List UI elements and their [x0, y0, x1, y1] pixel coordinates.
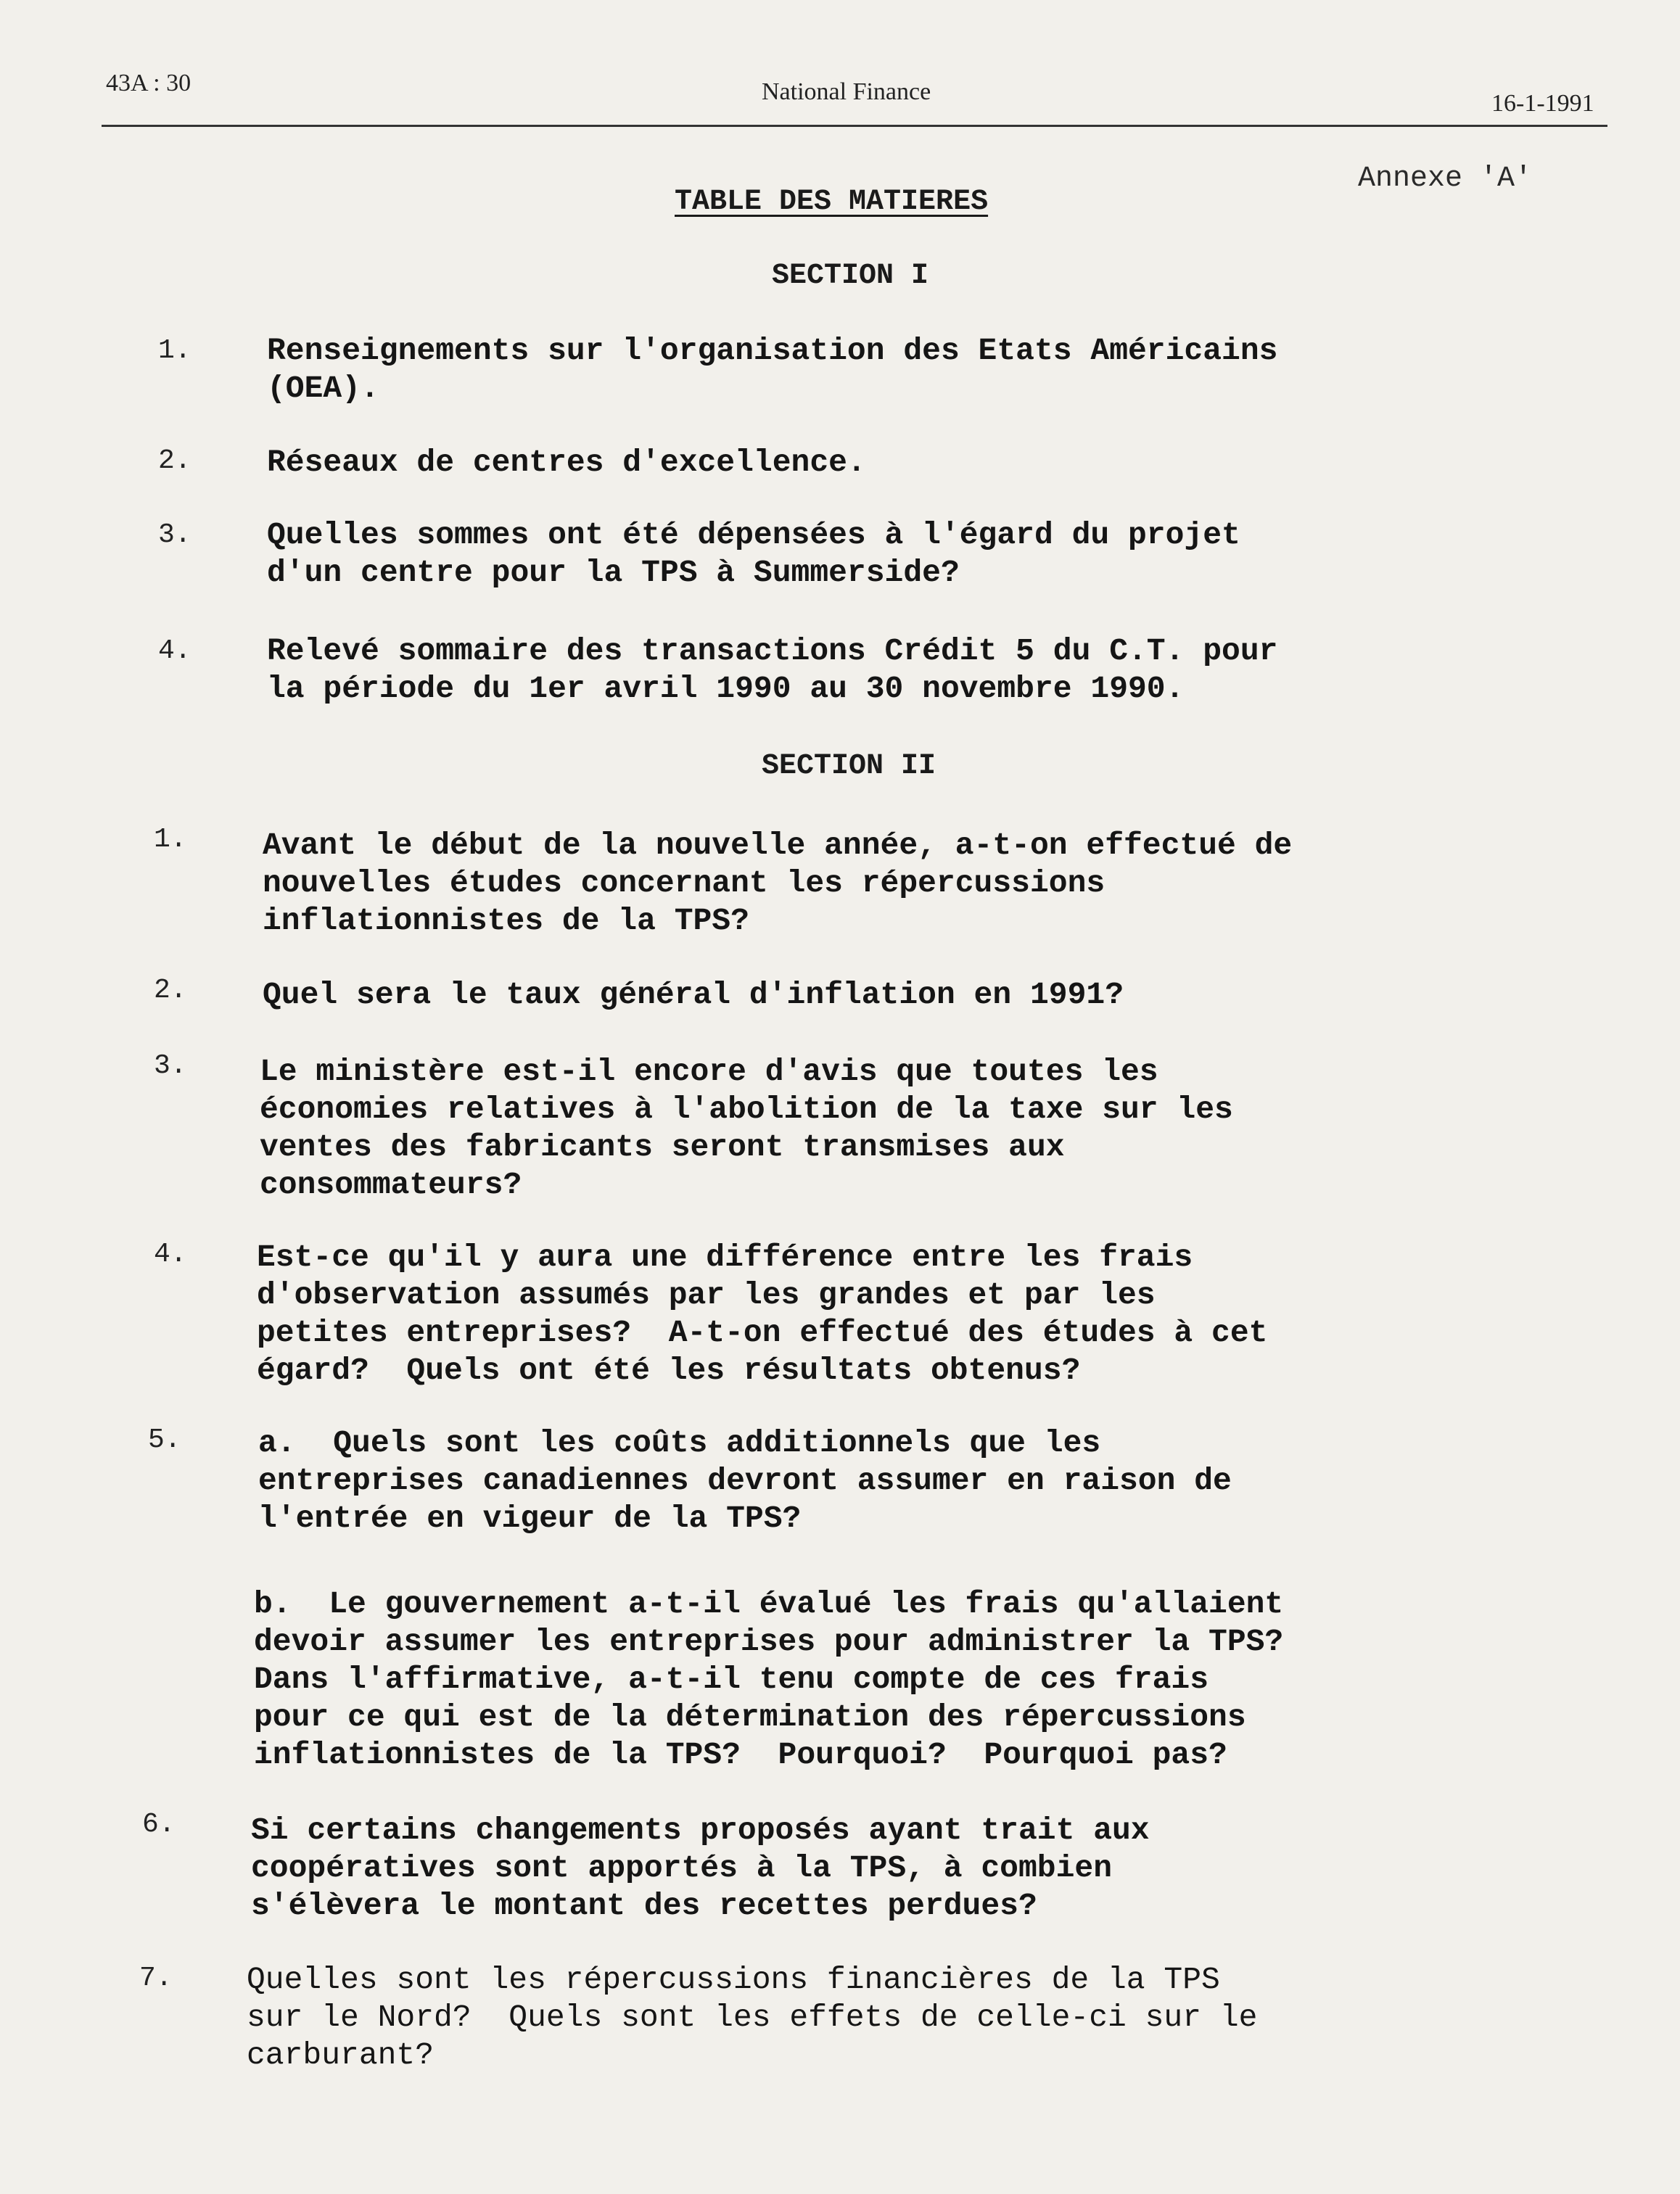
item-line: carburant? [247, 2037, 435, 2073]
running-title: National Finance [762, 78, 931, 105]
item-number: 7. [139, 1963, 173, 1994]
item-line: nouvelles études concernant les répercussions [263, 865, 1105, 901]
item-line: Quelles sommes ont été dépensées à l'égard du projet [267, 517, 1240, 553]
item-line: d'observation assumés par les grandes et par les [257, 1277, 1156, 1313]
item-line: Réseaux de centres d'excellence. [267, 445, 866, 480]
item-number: 5. [148, 1424, 181, 1456]
item-line: petites entreprises? A-t-on effectué des études à cet [257, 1315, 1268, 1350]
item-line: l'entrée en vigeur de la TPS? [258, 1501, 802, 1536]
item-line: ventes des fabricants seront transmises aux [260, 1129, 1065, 1165]
page-reference: 43A : 30 [106, 70, 192, 96]
item-line: Le ministère est-il encore d'avis que toutes les [260, 1054, 1158, 1089]
item-line: entreprises canadiennes devront assumer en raison de [258, 1463, 1232, 1498]
item-line: (OEA). [267, 371, 379, 406]
item-line: sur le Nord? Quels sont les effets de celle-ci sur le [247, 2000, 1258, 2035]
item-line: Dans l'affirmative, a-t-il tenu compte de ces frais [254, 1662, 1209, 1697]
item-line: Quel sera le taux général d'inflation en 1991? [263, 977, 1124, 1013]
header-date: 16-1-1991 [1491, 90, 1594, 117]
item-number: 3. [158, 519, 192, 550]
item-line: Renseignements sur l'organisation des Etats Américains [267, 333, 1278, 368]
item-number: 4. [154, 1239, 187, 1270]
item-number: 3. [154, 1050, 187, 1081]
section-1-heading: SECTION I [772, 260, 929, 292]
item-line: pour ce qui est de la détermination des répercussions [254, 1699, 1246, 1735]
item-line: s'élèvera le montant des recettes perdues? [251, 1888, 1037, 1923]
item-line: Si certains changements proposés ayant trait aux [251, 1812, 1150, 1848]
item-number: 1. [154, 824, 187, 855]
item-number: 6. [142, 1809, 176, 1840]
item-number: 2. [154, 975, 187, 1006]
header-rule [102, 125, 1607, 127]
item-line: Relevé sommaire des transactions Crédit 5 du C.T. pour [267, 633, 1278, 669]
item-number: 4. [158, 635, 192, 667]
item-line: b. Le gouvernement a-t-il évalué les frais qu'allaient [254, 1586, 1284, 1622]
item-line: devoir assumer les entreprises pour administrer la TPS? [254, 1624, 1284, 1659]
item-line: d'un centre pour la TPS à Summerside? [267, 555, 960, 590]
item-line: égard? Quels ont été les résultats obtenus? [257, 1353, 1081, 1388]
item-line: Quelles sont les répercussions financières de la TPS [247, 1962, 1220, 1997]
item-number: 2. [158, 445, 192, 477]
annexe-label: Annexe 'A' [1358, 162, 1533, 195]
item-line: économies relatives à l'abolition de la taxe sur les [260, 1092, 1233, 1127]
item-line: a. Quels sont les coûts additionnels que les [258, 1425, 1101, 1461]
section-2-heading: SECTION II [762, 750, 936, 783]
item-line: Avant le début de la nouvelle année, a-t-on effectué de [263, 828, 1293, 863]
item-line: inflationnistes de la TPS? Pourquoi? Pourquoi pas? [254, 1737, 1227, 1773]
item-line: inflationnistes de la TPS? [263, 903, 749, 939]
item-line: Est-ce qu'il y aura une différence entre les frais [257, 1240, 1193, 1275]
item-number: 1. [158, 335, 192, 366]
item-line: coopératives sont apportés à la TPS, à combien [251, 1850, 1112, 1886]
item-line: la période du 1er avril 1990 au 30 novembre 1990. [267, 671, 1185, 706]
toc-title: TABLE DES MATIERES [675, 186, 989, 218]
item-line: consommateurs? [260, 1167, 522, 1203]
